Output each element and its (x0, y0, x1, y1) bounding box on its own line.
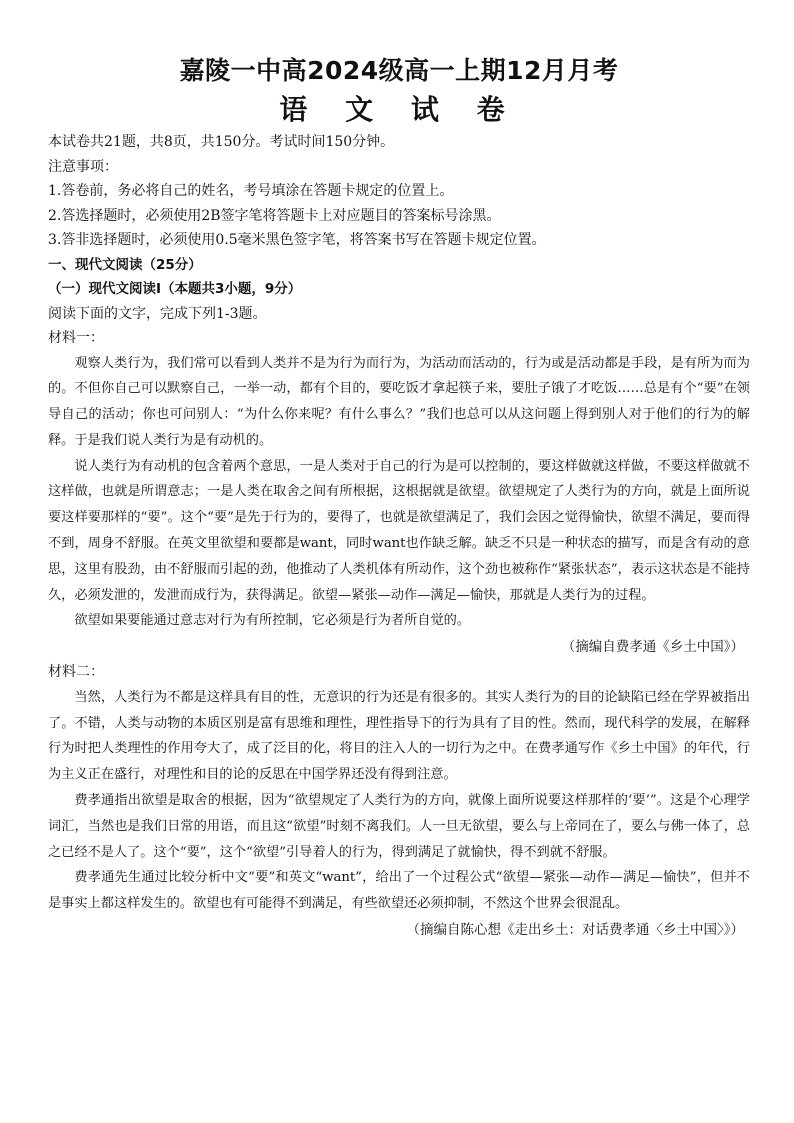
exam-title: 嘉陵一中高2024级高一上期12月月考 (179, 56, 619, 85)
material-paragraph: 说人类行为有动机的包含着两个意思，一是人类对于自己的行为是可以控制的，要这样做就这样做，不要这样做就不这样做，也就是所谓意志；一是人类在取舍之间有所根据，这根据就是欲望。欲望规定了人类行为的方向，就是上面所说要这样要那样的“要”。这个“要”是先于行为的，要得了，也就是欲望满足了，我们会因之觉得愉快，欲望不满足，要而得不到，周身不舒服。在英文里欲望和要都是want，同时want也作缺乏解。缺乏不只是一种状态的描写，而是含有动的意思，这里有股劲，由不舒服而引起的劲，他推动了人类机体有所动作，这个劲也被称作“紧张状态”，表示这状态是不能持久，必须发泄的，发泄而成行为，获得满足。欲望—紧张—动作—满足—愉快，那就是人类行为的过程。 (48, 458, 750, 603)
notice-item: 3.答非选择题时，必须使用0.5毫米黑色签字笔，将答案书写在答题卡规定位置。 (48, 232, 546, 248)
material-source: （摘编自陈心想《走出乡土：对话费孝通〈乡土中国〉》） (406, 921, 744, 938)
notice-item: 1.答卷前，务必将自己的姓名，考号填涂在答题卡规定的位置上。 (48, 183, 454, 199)
reading-instruction: 阅读下面的文字，完成下列1-3题。 (48, 305, 267, 322)
material-paragraph: 当然，人类行为不都是这样具有目的性，无意识的行为还是有很多的。其实人类行为的目的论缺陷已经在学界被指出了。不错，人类与动物的本质区别是富有思维和理性，理性指导下的行为具有了目的性。然而，现代科学的发展，在解释行为时把人类理性的作用夸大了，成了泛目的化，将目的注入人的一切行为之中。在费孝通写作《乡土中国》的年代，行为主义正在盛行，对理性和目的论的反思在中国学界还没有得到注意。 (48, 689, 750, 783)
section-heading: 一、现代文阅读（25分） (48, 256, 202, 273)
notice-heading: 注意事项： (48, 158, 118, 175)
material-paragraph: 欲望如果要能通过意志对行为有所控制，它必须是行为者所自觉的。 (74, 613, 471, 629)
notice-item: 2.答选择题时，必须使用2B签字笔将答题卡上对应题目的答案标号涂黑。 (48, 207, 501, 224)
material-paragraph: 费孝通先生通过比较分析中文“要”和英文“want”，给出了一个过程公式“欲望—紧张—动作—满足—愉快”，但并不是事实上都这样发生的。欲望也有可能得不到满足，有些欲望还必须抑制，不然这个世界会很混乱。 (48, 870, 750, 912)
material-source: （摘编自费孝通《乡土中国》） (561, 639, 744, 656)
exam-subtitle: 语 文 试 卷 (279, 93, 519, 126)
material-label: 材料二： (48, 664, 104, 681)
material-paragraph: 观察人类行为，我们常可以看到人类并不是为行为而行为，为活动而活动的，行为或是活动都是手段，是有所为而为的。不但你自己可以默察自己，一举一动，都有个目的，要吃饭才拿起筷子来，要肚子饿了才吃饭……总是有个“要”在领导自己的活动；你也可问别人：“为什么你来呢？有什么事么？”我们也总可以从这问题上得到别人对于他们的行为的解释。于是我们说人类行为是有动机的。 (48, 355, 750, 448)
exam-intro: 本试卷共21题，共8页，共150分。考试时间150分钟。 (48, 134, 395, 150)
subsection-heading: （一）现代文阅读Ⅰ（本题共3小题，9分） (48, 281, 302, 297)
material-label: 材料一： (48, 330, 104, 346)
material-paragraph: 费孝通指出欲望是取舍的根据，因为“欲望规定了人类行为的方向，就像上面所说要这样那样的‘要’”。这是个心理学词汇，当然也是我们日常的用语，而且这“欲望”时刻不离我们。人一旦无欲望，要么与上帝同在了，要么与佛一体了，总之已经不是人了。这个“要”，这个“欲望”引导着人的行为，得到满足了就愉快，得不到就不舒服。 (48, 792, 750, 860)
